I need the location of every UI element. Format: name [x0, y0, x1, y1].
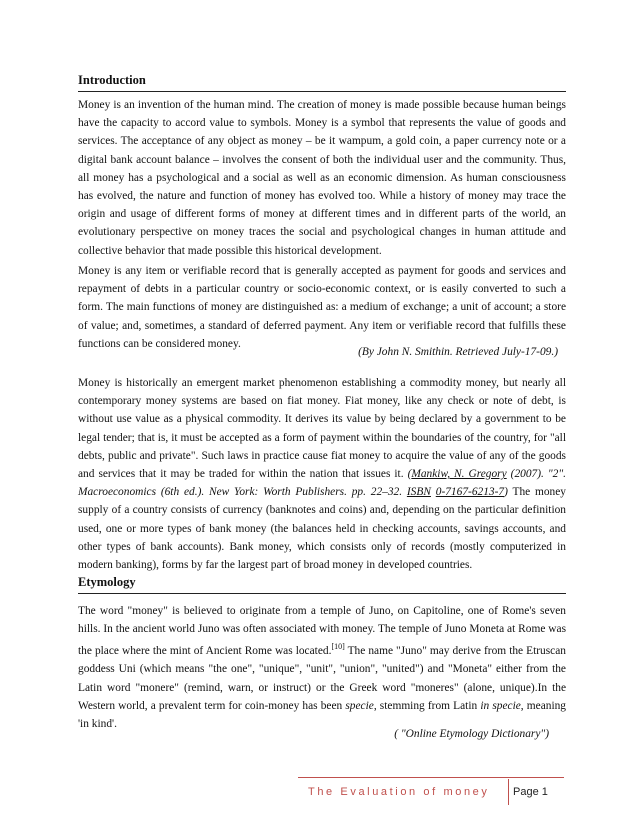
footer-page-number: Page 1	[513, 786, 548, 798]
citation-author-link[interactable]: Mankiw, N. Gregory	[411, 468, 507, 481]
footer-separator	[508, 779, 509, 805]
intro-attribution: (By John N. Smithin. Retrieved July-17-09.)	[358, 346, 558, 358]
intro-paragraph-2: Money is any item or verifiable record that is generally accepted as payment for goods and services and repayment of debts in a particular country or socio-economic context, or is easily converted to such a form. The main functions of money are distinguished as: a medium of exchange; a unit of account; a store of value; and, sometimes, a standard of deferred payment. Any item or verifiable record that fulfills these functions can be considered money.	[78, 265, 566, 350]
specie-term: specie	[345, 699, 374, 712]
etymology-paragraph	[78, 602, 566, 733]
intro-heading: Introduction	[78, 73, 146, 87]
footer-rule	[298, 777, 564, 778]
intro-paragraph-3-text-b: The money supply of a country consists of currency (banknotes and coins) and, depending on the particular definition used, one or more types of bank money (the balances held in checking accounts, savings accounts, and other types of bank accounts). Bank money, which consists only of records (mostly computerized in modern banking), forms by far the largest part of broad money in developed countries.	[78, 486, 566, 572]
etymology-attribution: ( "Online Etymology Dictionary")	[394, 728, 549, 740]
etymology-text-a: The word "money" is believed to originate from a temple of Juno, on Capitoline, one of Rome's seven hills. In the ancient world Juno was often associated with money. The temple of Juno Moneta at Rome was the place where the mint of Ancient Rome was located.	[78, 605, 566, 658]
citation-open: (	[407, 468, 412, 481]
in-specie-term: in specie	[480, 699, 521, 712]
etymology-text-b: The name "Juno" may derive from the Etruscan goddess Uni (which means "the one", "unique", "unit", "union", "united") and "Moneta" either from the Latin word "monere" (remind, warn, or instruct) or the Greek word "moneres" (alone, unique).In the Western world, a prevalent term for coin-money has been	[78, 645, 566, 712]
etymology-heading: Etymology	[78, 575, 136, 589]
etymology-text-d: , meaning 'in kind'.	[78, 699, 567, 731]
reference-marker[interactable]: [10]	[331, 642, 345, 652]
citation-source: (2007). "2". Macroeconomics (6th ed.). New York: Worth Publishers. pp. 22–32.	[78, 468, 566, 499]
intro-paragraph-3-text-a: Money is historically an emergent market phenomenon establishing a commodity money, but nearly all contemporary money systems are based on fiat money. Fiat money, like any check or note of debt, is without use value as a physical commodity. It derives its value by being declared by a government to be legal tender; that is, it must be accepted as a form of payment within the boundaries of the country, for "all debts, public and private". Such laws in practice cause fiat money to acquire the value of any of the goods and services that it may be traded for within the nation that issues it.	[78, 377, 566, 481]
citation-isbn-number-link[interactable]: 0-7167-6213-7	[435, 486, 505, 499]
intro-heading-rule	[78, 91, 566, 92]
etymology-heading-rule	[78, 593, 566, 594]
citation-close: )	[504, 486, 508, 499]
citation-isbn-link[interactable]: ISBN	[406, 486, 431, 499]
intro-paragraph-1: Money is an invention of the human mind. The creation of money is made possible because human beings have the capacity to accord value to symbols. Money is a symbol that represents the value of goods and services. The acceptance of any object as money – be it wampum, a gold coin, a paper currency note or a digital bank account balance – involves the consent of both the individual user and the community. Thus, all money has a psychological and a social as well as an economic dimension. As human consciousness has evolved, the nature and function of money has evolved too. While a history of money may trace the origin and usage of different forms of money at different times and in different parts of the world, an evolutionary perspective on money traces the social and psychological changes in human attitude and collective behavior that made possible this historical development.	[78, 99, 566, 257]
etymology-text-c: , stemming from Latin	[373, 699, 481, 712]
intro-paragraph-3	[78, 374, 566, 574]
footer-title: The Evaluation of money	[308, 786, 490, 798]
